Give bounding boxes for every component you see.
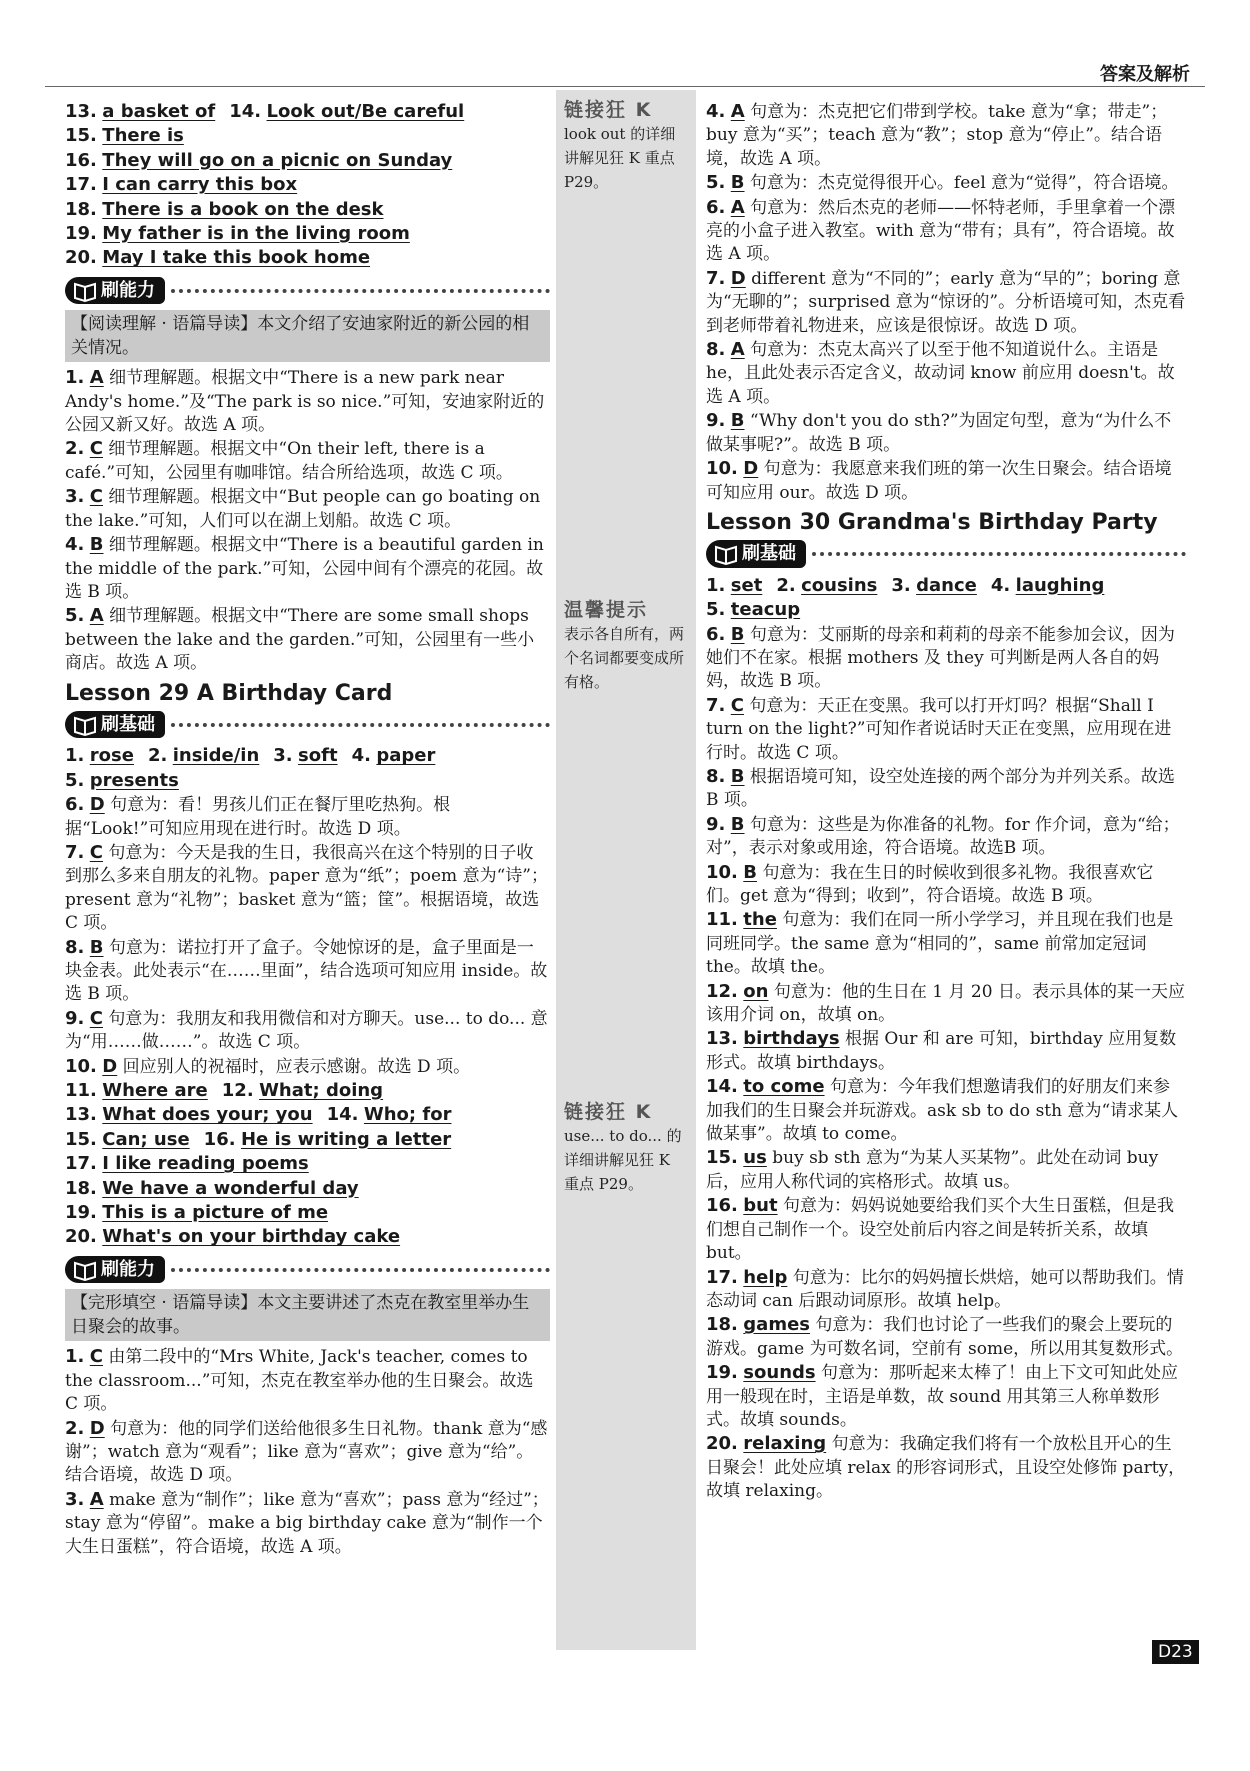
item-number: 12.: [706, 980, 738, 1002]
item-number: 18.: [706, 1314, 738, 1336]
item-explanation: 细节理解题。根据文中“On their left, there is a café.”可知，公园里有咖啡馆。结合所给选项，故选 C 项。: [65, 439, 513, 483]
item-explanation: 句意为：这些是为你准备的礼物。for 作介词，意为“给；对”，表示对象或用途，符合语境。故选B 项。: [706, 814, 1180, 859]
item-answer: soft: [298, 745, 338, 767]
side-note-title: 链接狂 K: [564, 1101, 653, 1123]
item-number: 8.: [706, 765, 726, 787]
item-number: 5.: [706, 599, 726, 621]
book-icon: [714, 543, 738, 565]
badge-label: [65, 1256, 165, 1283]
answer-row: [65, 198, 550, 222]
item-answer: birthdays: [743, 1028, 840, 1050]
item-number: 3.: [65, 1488, 85, 1510]
item-number: 20.: [65, 247, 97, 269]
item-answer: D: [102, 1055, 118, 1077]
item-number: 4.: [706, 101, 726, 122]
cloze-guide: 【完形填空 · 语篇导读】本文主要讲述了杰克在教室里举办生日聚会的故事。: [65, 1289, 550, 1341]
book-icon: [73, 280, 97, 302]
item-answer: There is: [102, 125, 184, 147]
explanation-item: [706, 1027, 1186, 1075]
explanation-item: [706, 457, 1186, 505]
answer-row: [65, 1152, 550, 1176]
explanation-item: [706, 1361, 1186, 1432]
item-number: 14.: [706, 1076, 738, 1098]
item-answer: but: [743, 1195, 778, 1217]
item-explanation: 句意为：比尔的妈妈擅长烘焙，她可以帮助我们。情态动词 can 后跟动词原形。故填 help。: [706, 1267, 1184, 1311]
badge-text: 刷基础: [742, 543, 796, 565]
item-answer: inside/in: [172, 745, 260, 767]
dotted-divider: [171, 1268, 550, 1272]
item-number: 19.: [706, 1362, 738, 1384]
item-explanation: make 意为“制作”；like 意为“喜欢”；pass 意为“经过”；stay 意为“停留”。make a big birthday cake 意为“制作一个大生日蛋糕”，符合语境，故选 A 项。: [65, 1489, 549, 1557]
item-explanation: 句意为：我朋友和我用微信和对方聊天。use... to do... 意为“用……做……”。故选 C 项。: [65, 1008, 548, 1053]
side-note-title: 链接狂 K: [564, 99, 653, 121]
item-explanation: 句意为：今天是我的生日，我很高兴在这个特别的日子收到那么多来自朋友的礼物。paper 意为“纸”；poem 意为“诗”；present 意为“礼物”；basket 意为“篮；筐”。根据语境，故选 C 项。: [65, 842, 548, 934]
item-number: 19.: [65, 223, 97, 245]
answer-row: [65, 744, 550, 768]
item-answer: B: [730, 623, 745, 645]
answer-row: [65, 149, 550, 173]
explanation-item: [706, 1432, 1186, 1503]
item-answer: A: [730, 339, 745, 361]
item-number: 2.: [147, 745, 168, 767]
item-answer: cousins: [801, 574, 878, 596]
item-explanation: 句意为：我在生日的时候收到很多礼物。我很喜欢它们。get 意为“得到；收到”，符合语境。故选 B 项。: [706, 862, 1154, 906]
item-answer: A: [730, 196, 745, 218]
item-explanation: buy sb sth 意为“为某人买某物”。此处在动词 buy 后，应用人称代词的宾格形式。故填 us。: [706, 1148, 1159, 1192]
item-answer: on: [743, 980, 769, 1002]
item-answer: D: [89, 794, 105, 816]
item-number: 6.: [706, 623, 726, 645]
item-explanation: 细节理解题。根据文中“But people can go boating on the lake.”可知，人们可以在湖上划船。故选 C 项。: [65, 487, 541, 531]
item-answer: What; doing: [259, 1080, 384, 1102]
item-number: 2.: [776, 574, 796, 596]
explanation-item: [706, 100, 1186, 171]
side-notes-column: [556, 90, 696, 1650]
item-number: 1.: [65, 367, 85, 389]
answer-row: [65, 246, 550, 270]
explanation-item: [706, 171, 1186, 195]
item-number: 16.: [65, 149, 97, 171]
right-column: [706, 100, 1186, 1504]
dotted-divider: [171, 289, 550, 293]
item-answer: A: [89, 1488, 104, 1510]
reading-guide: 【阅读理解 · 语篇导读】本文介绍了安迪家附近的新公园的相关情况。: [65, 310, 550, 362]
answer-row: [65, 173, 550, 197]
explanation-item: [706, 267, 1186, 338]
badge-label: [706, 540, 806, 567]
item-answer: B: [743, 861, 758, 883]
item-explanation: 细节理解题。根据文中“There are some small shops between the lake and the garden.”可知，公园里有一些小商店。故选 A 项。: [65, 606, 535, 674]
item-number: 5.: [65, 605, 85, 627]
item-number: 11.: [65, 1080, 97, 1102]
item-number: 14.: [229, 101, 262, 122]
answer-row: [65, 1103, 550, 1127]
explanation-item: [706, 765, 1186, 813]
item-number: 1.: [65, 745, 85, 767]
item-explanation: 句意为：今年我们想邀请我们的好朋友们来参加我们的生日聚会并玩游戏。ask sb to do sth 意为“请求某人做某事”。故填 to come。: [706, 1077, 1179, 1145]
item-answer: set: [730, 574, 763, 596]
item-explanation: 句意为：他的同学们送给他很多生日礼物。thank 意为“感谢”；watch 意为“观看”；like 意为“喜欢”；give 意为“给”。结合语境，故选 D 项。: [65, 1418, 548, 1486]
item-answer: laughing: [1015, 574, 1105, 596]
item-number: 13.: [706, 1028, 738, 1050]
badge-label: [65, 711, 165, 738]
item-number: 12.: [221, 1080, 254, 1102]
item-answer: Can; use: [102, 1128, 190, 1150]
explanation-item: [706, 623, 1186, 694]
item-number: 3.: [891, 574, 911, 596]
item-answer: B: [730, 765, 745, 787]
item-number: 17.: [65, 174, 97, 196]
item-answer: May I take this book home: [102, 247, 371, 269]
explanation-item: [706, 338, 1186, 409]
item-answer: I like reading poems: [102, 1153, 309, 1175]
side-note-text: look out 的详细讲解见狂 K 重点 P29。: [564, 125, 676, 191]
item-explanation: 句意为：诺拉打开了盒子。令她惊讶的是，盒子里面是一块金表。此处表示“在……里面”，结合选项可知应用 inside。故选 B 项。: [65, 937, 548, 1005]
item-number: 4.: [990, 574, 1011, 596]
answer-row: [65, 100, 550, 124]
item-explanation: 回应别人的祝福时，应表示感谢。故选 D 项。: [122, 1056, 471, 1077]
answer-row: [706, 598, 1186, 622]
item-answer: presents: [89, 769, 179, 791]
item-answer: C: [730, 694, 744, 716]
item-answer: Where are: [102, 1080, 208, 1102]
section-badge: [706, 540, 1186, 567]
explanation-item: [65, 437, 550, 485]
explanation-item: [65, 604, 550, 675]
side-note-text: 表示各自所有，两个名词都要变成所有格。: [564, 625, 685, 691]
item-explanation: 句意为：杰克太高兴了以至于他不知道说什么。主语是 he，且此处表示否定含义，故动词 know 前应用 doesn't。故选 A 项。: [706, 340, 1175, 407]
explanation-item: [65, 841, 550, 936]
explanation-item: [706, 1313, 1186, 1361]
answer-row: [706, 574, 1186, 598]
item-number: 9.: [706, 410, 726, 432]
item-explanation: 细节理解题。根据文中“There is a new park near Andy's home.”及“The park is so nice.”可知，安迪家附近的公园又新又好。故选 A 项。: [65, 368, 545, 436]
book-icon: [73, 714, 97, 736]
item-answer: C: [89, 438, 103, 460]
item-number: 3.: [65, 486, 85, 508]
item-answer: My father is in the living room: [102, 223, 410, 245]
item-answer: What's on your birthday cake: [102, 1226, 401, 1248]
answer-row: [65, 1225, 550, 1249]
answer-row: [65, 124, 550, 148]
explanation-item: [65, 533, 550, 604]
item-number: 17.: [65, 1153, 97, 1175]
item-number: 9.: [706, 813, 726, 835]
item-number: 6.: [706, 196, 726, 218]
item-number: 18.: [65, 198, 97, 220]
item-answer: This is a picture of me: [102, 1202, 329, 1224]
item-number: 18.: [65, 1177, 97, 1199]
item-explanation: 句意为：然后杰克的老师——怀特老师，手里拿着一个漂亮的小盒子进入教室。with 意为“带有；具有”，符合语境。故选 A 项。: [706, 197, 1176, 265]
explanation-item: [706, 1266, 1186, 1314]
item-answer: to come: [743, 1076, 825, 1098]
item-number: 4.: [351, 745, 371, 767]
item-number: 3.: [273, 745, 293, 767]
badge-text: 刷能力: [101, 1258, 155, 1280]
answer-row: [65, 1079, 550, 1103]
item-answer: A: [89, 367, 104, 389]
item-number: 2.: [65, 438, 85, 460]
item-number: 8.: [706, 339, 726, 361]
answer-row: [65, 222, 550, 246]
item-number: 2.: [65, 1417, 85, 1439]
item-explanation: 根据语境可知，设空处连接的两个部分为并列关系。故选 B 项。: [706, 766, 1175, 811]
item-answer: B: [730, 172, 745, 194]
item-number: 16.: [706, 1195, 738, 1217]
item-number: 6.: [65, 794, 85, 816]
item-number: 15.: [706, 1147, 738, 1169]
side-note-title: 温馨提示: [564, 599, 649, 621]
explanation-item: [65, 1055, 550, 1079]
badge-text: 刷能力: [101, 279, 155, 301]
explanation-item: [65, 793, 550, 841]
item-answer: dance: [916, 574, 977, 596]
item-explanation: 句意为：妈妈说她要给我们买个大生日蛋糕，但是我们想自己制作一个。设空处前后内容之间是转折关系，故填 but。: [706, 1196, 1175, 1264]
answer-row: [65, 769, 550, 793]
item-explanation: 句意为：杰克觉得很开心。feel 意为“觉得”，符合语境。: [749, 173, 1179, 194]
explanation-item: [706, 813, 1186, 861]
dotted-divider: [171, 723, 550, 727]
explanation-item: [706, 980, 1186, 1028]
book-icon: [73, 1259, 97, 1281]
item-explanation: 根据 Our 和 are 可知，birthday 应用复数形式。故填 birthdays。: [706, 1029, 1177, 1073]
item-explanation: 句意为：他的生日在 1 月 20 日。表示具体的某一天应该用介词 on，故填 on。: [706, 981, 1185, 1026]
item-answer: us: [743, 1147, 767, 1169]
item-number: 7.: [706, 267, 726, 289]
left-column: [65, 100, 550, 1559]
item-answer: rose: [89, 745, 134, 767]
item-answer: B: [730, 410, 745, 432]
lesson-30-title: Lesson 30 Grandma's Birthday Party: [706, 509, 1158, 535]
explanation-item: [706, 196, 1186, 267]
item-answer: teacup: [730, 599, 801, 621]
explanation-item: [65, 936, 550, 1007]
item-explanation: 句意为：艾丽斯的母亲和莉莉的母亲不能参加会议，因为她们不在家。根据 mothers 及 they 可判断是两人各自的妈妈，故选 B 项。: [706, 624, 1175, 692]
side-note-tip: [564, 598, 688, 694]
item-answer: help: [743, 1266, 788, 1288]
header-rule: [45, 86, 1205, 87]
item-number: 13.: [65, 1104, 97, 1126]
explanation-item: [706, 409, 1186, 457]
section-badge: [65, 1256, 550, 1283]
item-number: 17.: [706, 1266, 738, 1288]
explanation-item: [706, 908, 1186, 979]
explanation-item: [706, 694, 1186, 765]
explanation-item: [65, 1345, 550, 1416]
answer-row: [65, 1128, 550, 1152]
item-answer: a basket of: [102, 101, 216, 122]
answer-row: [65, 1201, 550, 1225]
page-header-title: 答案及解析: [1100, 64, 1190, 85]
item-answer: They will go on a picnic on Sunday: [102, 149, 453, 171]
item-answer: B: [89, 534, 104, 556]
item-explanation: 句意为：我们在同一所小学学习，并且现在我们也是同班同学。the same 意为“相同的”，same 前常加定冠词 the。故填 the。: [706, 910, 1174, 978]
item-number: 10.: [706, 458, 738, 480]
explanation-item: [706, 1146, 1186, 1194]
explanation-item: [65, 1417, 550, 1488]
item-answer: A: [89, 605, 104, 627]
item-number: 7.: [706, 694, 726, 716]
item-explanation: 由第二段中的“Mrs White, Jack's teacher, comes to the classroom...”可知，杰克在教室举办他的生日聚会。故选 C 项。: [65, 1347, 534, 1415]
item-explanation: 句意为：天正在变黑。我可以打开灯吗？根据“Shall I turn on the light?”可知作者说话时天正在变黑，应用现在进行时。故选 C 项。: [706, 695, 1172, 763]
page-number: D23: [1152, 1640, 1199, 1664]
explanation-item: [706, 861, 1186, 909]
dotted-divider: [812, 552, 1186, 556]
item-number: 14.: [326, 1104, 359, 1126]
side-note-text: use... to do... 的详细讲解见狂 K 重点 P29。: [564, 1127, 682, 1193]
item-explanation: 句意为：我们也讨论了一些我们的聚会上要玩的游戏。game 为可数名词，空前有 some，所以用其复数形式。: [706, 1315, 1184, 1359]
section-badge: [65, 277, 550, 304]
item-answer: Look out/Be careful: [266, 101, 465, 122]
item-number: 19.: [65, 1202, 97, 1224]
explanation-item: [65, 1007, 550, 1055]
item-answer: games: [743, 1314, 811, 1336]
item-answer: C: [89, 1007, 103, 1029]
item-answer: C: [89, 841, 103, 863]
badge-text: 刷基础: [101, 713, 155, 735]
side-note-link-1: [564, 98, 688, 194]
item-number: 4.: [65, 534, 85, 556]
item-number: 15.: [65, 1128, 97, 1150]
item-answer: I can carry this box: [102, 174, 298, 196]
item-number: 20.: [706, 1433, 738, 1455]
badge-label: [65, 277, 165, 304]
item-answer: He is writing a letter: [240, 1128, 452, 1150]
explanation-item: [706, 1075, 1186, 1146]
item-answer: C: [89, 1346, 103, 1368]
item-explanation: 句意为：杰克把它们带到学校。take 意为“拿；带走”；buy 意为“买”；teach 意为“教”；stop 意为“停止”。结合语境，故选 A 项。: [706, 102, 1168, 169]
item-answer: We have a wonderful day: [102, 1177, 359, 1199]
item-explanation: 细节理解题。根据文中“There is a beautiful garden in the middle of the park.”可知，公园中间有个漂亮的花园。故选 B 项。: [65, 535, 544, 602]
section-badge: [65, 711, 550, 738]
item-answer: C: [89, 486, 103, 508]
item-explanation: 句意为：我确定我们将有一个放松且开心的生日聚会！此处应填 relax 的形容词形式，且设空处修饰 party，故填 relaxing。: [706, 1434, 1186, 1502]
item-answer: B: [89, 936, 104, 958]
item-answer: D: [89, 1417, 105, 1439]
item-answer: relaxing: [743, 1433, 827, 1455]
item-number: 11.: [706, 909, 738, 931]
answer-row: [65, 1177, 550, 1201]
item-number: 10.: [706, 861, 738, 883]
item-number: 20.: [65, 1226, 97, 1248]
item-explanation: 句意为：看！男孩儿们正在餐厅里吃热狗。根据“Look!”可知应用现在进行时。故选 D 项。: [65, 795, 451, 839]
item-answer: Who; for: [363, 1104, 452, 1126]
item-number: 5.: [706, 172, 726, 194]
item-answer: D: [743, 458, 759, 480]
explanation-item: [65, 485, 550, 533]
item-answer: the: [743, 909, 777, 931]
item-number: 9.: [65, 1007, 85, 1029]
item-answer: There is a book on the desk: [102, 198, 384, 220]
item-answer: A: [730, 101, 745, 122]
item-answer: sounds: [743, 1362, 816, 1384]
item-answer: D: [730, 267, 746, 289]
item-number: 1.: [706, 574, 726, 596]
item-number: 5.: [65, 769, 85, 791]
item-number: 13.: [65, 101, 97, 122]
item-number: 7.: [65, 841, 85, 863]
explanation-item: [65, 366, 550, 437]
item-explanation: “Why don't you do sth?”为固定句型，意为“为什么不做某事呢?”。故选 B 项。: [706, 411, 1172, 455]
item-explanation: 句意为：那听起来太棒了！由上下文可知此处应用一般现在时，主语是单数，故 sound 用其第三人称单数形式。故填 sounds。: [706, 1363, 1179, 1430]
explanation-item: [65, 1488, 550, 1559]
lesson-29-title: Lesson 29 A Birthday Card: [65, 680, 393, 706]
item-answer: B: [730, 813, 745, 835]
item-number: 16.: [203, 1128, 236, 1150]
item-number: 8.: [65, 936, 85, 958]
item-explanation: 句意为：我愿意来我们班的第一次生日聚会。结合语境可知应用 our。故选 D 项。: [706, 459, 1172, 503]
item-number: 1.: [65, 1346, 85, 1368]
item-number: 10.: [65, 1055, 97, 1077]
item-answer: What does your; you: [102, 1104, 313, 1126]
item-number: 15.: [65, 125, 97, 147]
item-explanation: different 意为“不同的”；early 意为“早的”；boring 意为“无聊的”；surprised 意为“惊讶的”。分析语境可知，杰克看到老师带着礼物进来，应该是很惊讶。故选 D 项。: [706, 268, 1186, 336]
side-note-link-2: [564, 1100, 688, 1196]
item-answer: paper: [376, 745, 436, 767]
explanation-item: [706, 1194, 1186, 1265]
